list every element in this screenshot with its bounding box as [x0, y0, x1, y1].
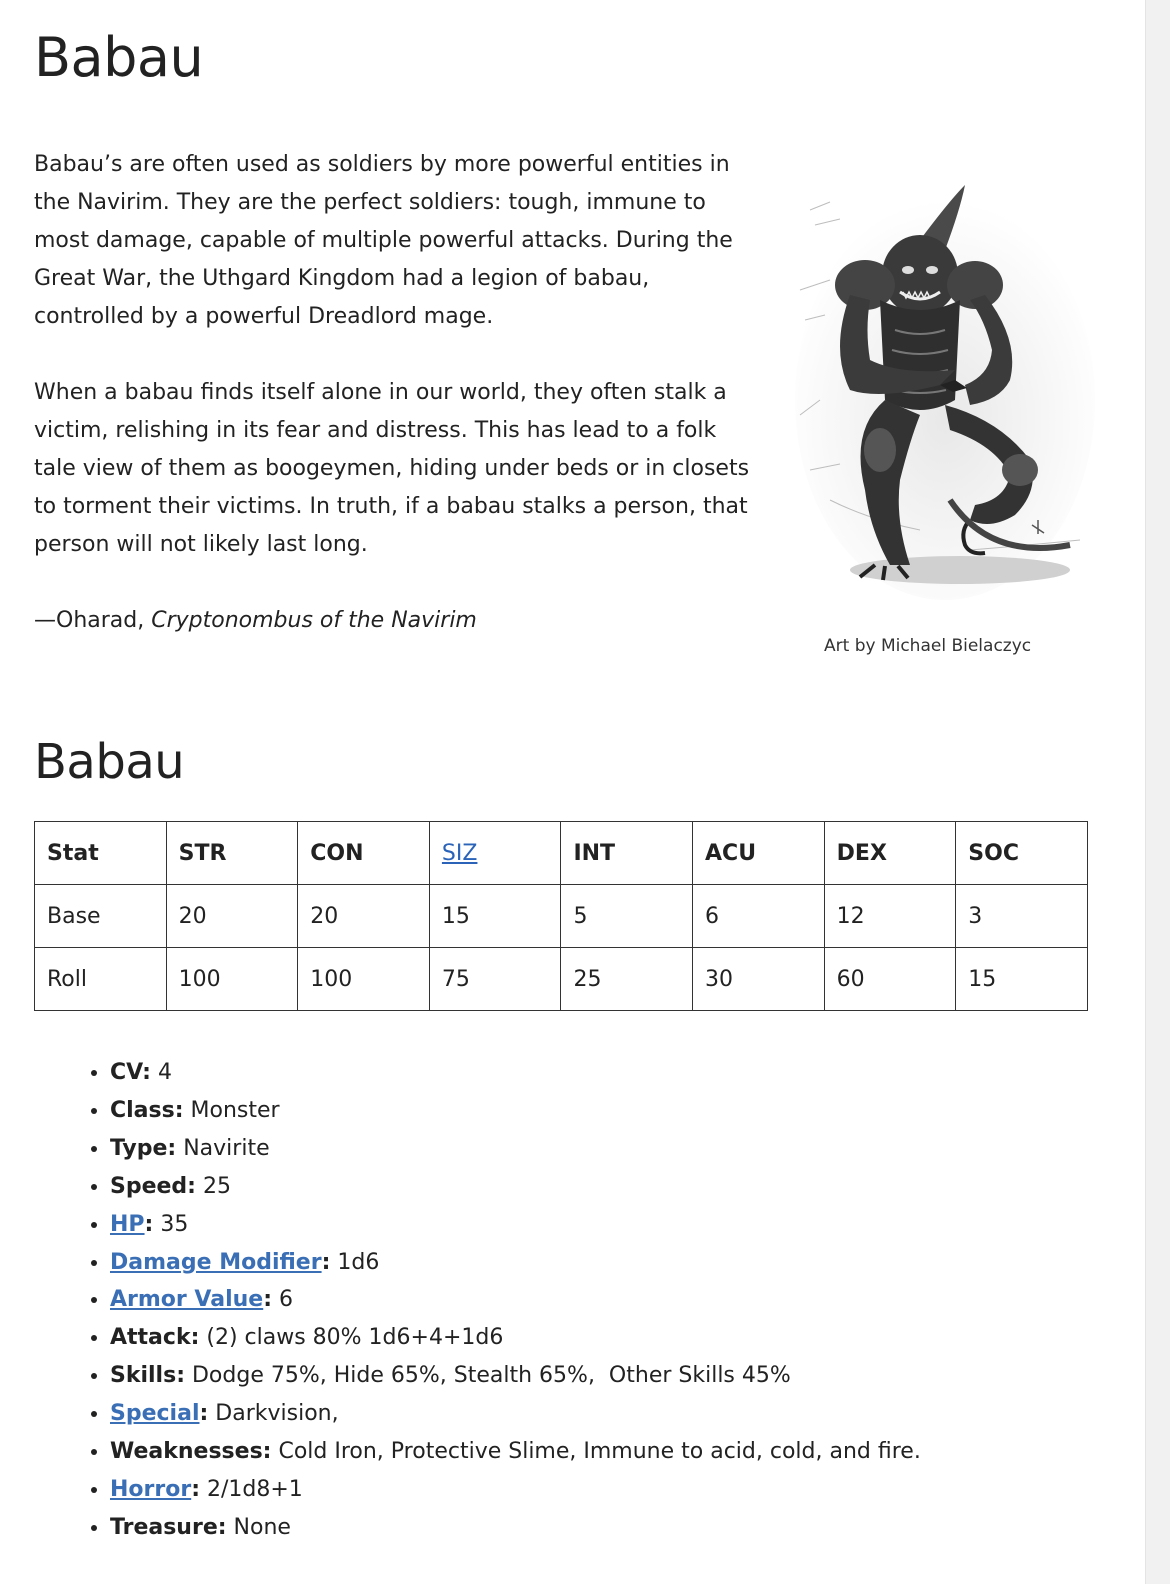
- header-cell-soc: SOC: [956, 822, 1088, 885]
- table-cell: 12: [824, 885, 956, 948]
- table-cell: 6: [693, 885, 825, 948]
- table-cell: 20: [298, 885, 430, 948]
- property-value: Dodge 75%, Hide 65%, Stealth 65%, Other Skills 45%: [185, 1363, 791, 1389]
- property-colon: :: [263, 1287, 273, 1313]
- property-value: 6: [272, 1287, 294, 1313]
- list-item-skills: [110, 1357, 1150, 1395]
- property-label: Class:: [110, 1097, 184, 1123]
- table-cell: Base: [35, 885, 167, 948]
- table-cell: 3: [956, 885, 1088, 948]
- table-cell: 30: [693, 948, 825, 1011]
- table-cell: 15: [956, 948, 1088, 1011]
- property-label: CV:: [110, 1060, 151, 1085]
- list-item-class: [110, 1092, 1150, 1130]
- list-item-armor-value: [110, 1281, 1150, 1319]
- horror-link[interactable]: Horror: [110, 1476, 192, 1502]
- stat-header-row: [35, 822, 1088, 885]
- page-title: Babau: [34, 26, 204, 89]
- list-item-special: [110, 1395, 1150, 1433]
- header-cell-acu: ACU: [693, 822, 825, 885]
- citation: [34, 602, 754, 640]
- siz-link[interactable]: SIZ: [441, 840, 478, 866]
- list-item-damage-modifier: [110, 1244, 1150, 1282]
- property-colon: :: [191, 1476, 201, 1502]
- list-item-treasure: [110, 1509, 1150, 1547]
- property-value: (2) claws 80% 1d6+4+1d6: [199, 1325, 504, 1351]
- table-cell: Roll: [35, 948, 167, 1011]
- list-item-cv: [110, 1054, 1150, 1092]
- intro-paragraph: Babau’s are often used as soldiers by more powerful entities in the Navirim. They are the perfect soldiers: tough, immune to most damage, capable of multiple powerful attacks. During the Great War, the Uthgard Kingdom had a legion of babau, controlled by a powerful Dreadlord mage.: [34, 152, 733, 329]
- list-item-type: [110, 1130, 1150, 1168]
- property-value: 4: [150, 1060, 172, 1085]
- list-item-attack: [110, 1319, 1150, 1357]
- header-cell-stat: Stat: [35, 822, 167, 885]
- damage-modifier-link[interactable]: Damage Modifier: [110, 1249, 322, 1275]
- intro-text: [34, 146, 754, 678]
- property-label: Type:: [110, 1135, 177, 1161]
- header-cell-str: STR: [166, 822, 298, 885]
- babau-illustration: [770, 170, 1100, 610]
- table-cell: 75: [429, 948, 561, 1011]
- citation-author: —Oharad,: [34, 608, 145, 633]
- armor-value-link[interactable]: Armor Value: [110, 1287, 264, 1313]
- property-label: Speed:: [110, 1173, 196, 1199]
- header-cell-siz: [429, 822, 561, 885]
- stat-table: [34, 821, 1088, 1011]
- property-value: 35: [153, 1211, 189, 1237]
- property-value: 2/1d8+1: [200, 1476, 303, 1502]
- header-cell-dex: DEX: [824, 822, 956, 885]
- table-cell: 60: [824, 948, 956, 1011]
- property-value: 1d6: [330, 1249, 380, 1275]
- list-item-horror: [110, 1471, 1150, 1509]
- property-colon: :: [199, 1401, 209, 1427]
- property-colon: :: [321, 1249, 331, 1275]
- property-value: None: [226, 1514, 291, 1540]
- list-item-hp: [110, 1206, 1150, 1244]
- property-label: Skills:: [110, 1363, 185, 1389]
- citation-work: Cryptonombus of the Navirim: [151, 608, 477, 633]
- property-value: Cold Iron, Protective Slime, Immune to acid, cold, and fire.: [271, 1439, 921, 1465]
- property-value: Darkvision,: [208, 1401, 339, 1427]
- image-caption: Art by Michael Bielaczyc: [824, 636, 1032, 656]
- statblock-title: Babau: [34, 734, 185, 790]
- header-cell-int: INT: [561, 822, 693, 885]
- table-cell: 15: [429, 885, 561, 948]
- table-row-base: [35, 885, 1088, 948]
- table-cell: 25: [561, 948, 693, 1011]
- property-value: Navirite: [176, 1135, 270, 1161]
- property-value: Monster: [183, 1097, 280, 1123]
- table-row-roll: [35, 948, 1088, 1011]
- property-label: Treasure:: [110, 1514, 227, 1540]
- property-label: Attack:: [110, 1325, 200, 1351]
- table-cell: 5: [561, 885, 693, 948]
- header-cell-con: CON: [298, 822, 430, 885]
- special-link[interactable]: Special: [110, 1401, 200, 1427]
- property-label: Weaknesses:: [110, 1439, 272, 1465]
- hp-link[interactable]: HP: [110, 1211, 145, 1237]
- table-cell: 100: [166, 948, 298, 1011]
- table-cell: 20: [166, 885, 298, 948]
- list-item-weaknesses: [110, 1433, 1150, 1471]
- intro-paragraph: When a babau finds itself alone in our world, they often stalk a victim, relishing in its fear and distress. This has lead to a folk tale view of them as boogeymen, hiding under beds or in closets to torment their victims. In truth, if a babau stalks a person, that person will not likely last long.: [34, 380, 750, 557]
- property-colon: :: [144, 1211, 154, 1237]
- table-cell: 100: [298, 948, 430, 1011]
- list-item-speed: [110, 1168, 1150, 1206]
- properties-list: [0, 1054, 1150, 1547]
- property-value: 25: [195, 1173, 231, 1199]
